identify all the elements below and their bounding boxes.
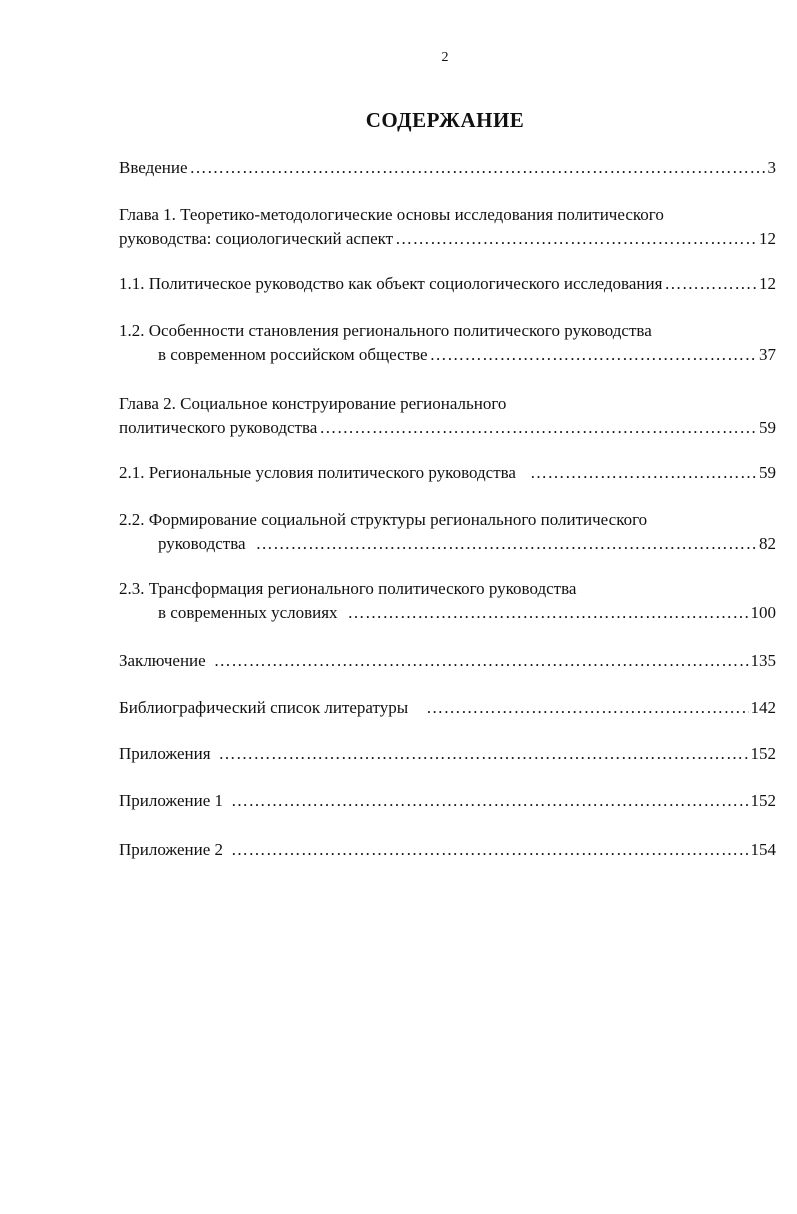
toc-entry-page: 154 (750, 840, 776, 859)
toc-entry-page: 12 (759, 229, 776, 248)
dot-leader (231, 838, 749, 862)
dot-leader (664, 272, 757, 296)
dot-leader (219, 742, 749, 766)
toc-entry-page: 59 (759, 418, 776, 437)
toc-entry-page: 152 (750, 744, 776, 763)
dot-leader (426, 696, 748, 720)
toc-entry[interactable] (119, 838, 776, 862)
toc-entry[interactable] (119, 649, 776, 673)
toc-entry[interactable] (119, 319, 776, 367)
dot-leader (231, 789, 749, 813)
toc-entry-title-cont: руководства: социологический аспект (119, 229, 394, 248)
toc-entry[interactable] (119, 742, 776, 766)
toc-entry-title: Введение (119, 158, 188, 177)
toc-entry-title-cont: руководства (158, 534, 246, 553)
toc-entry[interactable] (119, 696, 776, 720)
toc-entry-title: Приложение 1 (119, 791, 223, 810)
toc-entry-title-cont: политического руководства (119, 418, 318, 437)
toc-entry-title-cont: в современном российском обществе (158, 345, 428, 364)
toc-entry-title: 2.1. Региональные условия политического руководства (119, 463, 516, 482)
toc-entry[interactable] (119, 461, 776, 485)
dot-leader (214, 649, 749, 673)
toc-entry-title: 2.3. Трансформация регионального политического руководства (119, 579, 577, 598)
toc-entry-page: 100 (750, 603, 776, 622)
dot-leader (190, 156, 766, 180)
toc-entry-page: 135 (750, 651, 776, 670)
dot-leader (319, 416, 757, 440)
toc-entry-page: 152 (750, 791, 776, 810)
toc-entry-page: 142 (750, 698, 776, 717)
toc-entry-title: Библиографический список литературы (119, 698, 409, 717)
toc-entry-title: 2.2. Формирование социальной структуры регионального политического (119, 510, 648, 529)
toc-entry[interactable] (119, 577, 776, 625)
toc-entry-title: Глава 2. Социальное конструирование регионального (119, 394, 507, 413)
toc-entry-page: 3 (767, 158, 776, 177)
toc-entry-title: 1.2. Особенности становления регионального политического руководства (119, 321, 652, 340)
toc-entry[interactable] (119, 392, 776, 440)
toc-entry[interactable] (119, 789, 776, 813)
toc-entry[interactable] (119, 156, 776, 180)
toc-entry-title: Глава 1. Теоретико-методологические основы исследования политического (119, 205, 664, 224)
toc-entry[interactable] (119, 203, 776, 251)
toc-entry-title: Приложения (119, 744, 211, 763)
toc-entry-title: 1.1. Политическое руководство как объект социологического исследования (119, 274, 663, 293)
dot-leader (256, 532, 757, 556)
toc-entry-title: Приложение 2 (119, 840, 223, 859)
toc-entry-page: 37 (759, 345, 776, 364)
dot-leader (430, 343, 757, 367)
toc-entry-page: 82 (759, 534, 776, 553)
toc-entry-page: 59 (759, 463, 776, 482)
dot-leader (530, 461, 757, 485)
toc-entry-title-cont: в современных условиях (158, 603, 338, 622)
toc-title: СОДЕРЖАНИЕ (365, 108, 525, 132)
dot-leader (348, 601, 749, 625)
toc-entry-page: 12 (759, 274, 776, 293)
page-number: 2 (441, 50, 449, 65)
toc-entry[interactable] (119, 508, 776, 556)
toc-entry-title: Заключение (119, 651, 206, 670)
dot-leader (395, 227, 757, 251)
toc-entry[interactable] (119, 272, 776, 296)
